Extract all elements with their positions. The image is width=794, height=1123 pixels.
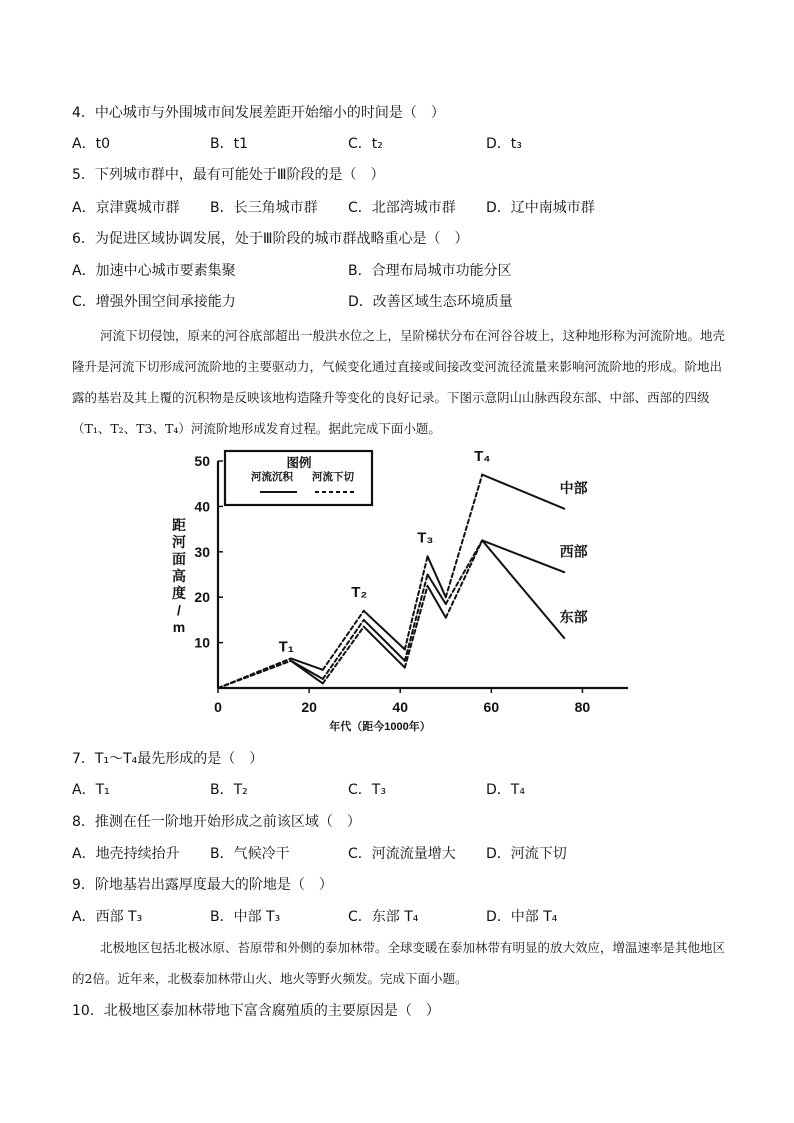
terrace-label: T₃ (417, 529, 434, 547)
series-segment-中部 (364, 611, 405, 650)
q4-stem: 4．中心城市与外围城市间发展差距开始缩小的时间是（ ） (72, 105, 445, 121)
y-tick-label: 50 (194, 453, 210, 469)
series-segment-西部 (364, 620, 405, 661)
q7-option-c: C．T₃ (348, 782, 386, 798)
q7-option-d: D．T₄ (486, 782, 525, 798)
q9-option-a: A．西部 T₃ (72, 909, 143, 925)
y-tick-label: 40 (194, 498, 210, 515)
q8-option-a: A．地壳持续抬升 (72, 846, 180, 862)
legend-incision-label: 河流下切 (312, 471, 354, 483)
terrace-chart (165, 445, 645, 745)
series-segment-西部 (405, 575, 428, 661)
q4-option-a: A．t0 (72, 136, 110, 152)
legend-title: 图例 (286, 456, 312, 470)
q5-option-a: A．京津冀城市群 (72, 200, 180, 216)
terrace-label: T₄ (474, 448, 491, 465)
series-label: 西部 (559, 543, 588, 560)
q6-option-d: D．改善区域生态环境质量 (348, 294, 513, 310)
terrace-chart-svg (165, 445, 645, 745)
y-tick-label: 10 (194, 634, 210, 651)
q7-stem: 7．T₁～T₄最先形成的是（ ） (72, 751, 264, 767)
q8-stem: 8．推测在任一阶地开始形成之前该区域（ ） (72, 814, 361, 830)
series-segment-东部 (323, 627, 364, 684)
series-segment-中部 (405, 556, 428, 649)
x-tick-label: 0 (214, 699, 222, 715)
series-segment-中部 (323, 611, 364, 670)
q5-option-c: C．北部湾城市群 (348, 200, 456, 216)
q8-option-d: D．河流下切 (486, 846, 567, 862)
q8-option-b: B．气候冷干 (210, 846, 290, 862)
x-tick-label: 20 (301, 699, 317, 715)
x-tick-label: 80 (574, 699, 591, 715)
q6-option-b: B．合理布局城市功能分区 (348, 263, 512, 279)
y-tick-label: 20 (194, 589, 210, 606)
passage-river-terraces: 河流下切侵蚀，原来的河谷底部超出一般洪水位之上，呈阶梯状分布在河谷谷坡上，这种地形称为河流阶地。地壳隆升是河流下切形成河流阶地的主要驱动力，气候变化通过直接或间接改变河流径流量来影响河流阶地的形成。阶地出露的基岩及其上覆的沉积物是反映该地构造隆升等变化的良好记录。下图示意阴山山脉西段东部、中部、西部的四级（T₁、T₂、T3、T₄）河流阶地形成发育过程。据此完成下面小题。 (72, 328, 726, 436)
q9-option-b: B．中部 T₃ (210, 909, 281, 925)
q9-stem: 9．阶地基岩出露厚度最大的阶地是（ ） (72, 877, 333, 893)
x-tick-label: 40 (392, 699, 409, 715)
series-label: 东部 (559, 609, 588, 626)
q5-option-b: B．长三角城市群 (210, 200, 318, 216)
q6-option-c: C．增强外围空间承接能力 (72, 294, 236, 310)
x-axis-title: 年代（距今1000年） (329, 721, 431, 733)
terrace-label: T₂ (351, 584, 368, 602)
q6-option-a: A．加速中心城市要素集聚 (72, 263, 236, 279)
q7-option-b: B．T₂ (210, 782, 248, 798)
q10-stem: 10．北极地区泰加林带地下富含腐殖质的主要原因是（ ） (72, 1003, 440, 1019)
q7-option-a: A．T₁ (72, 782, 110, 798)
series-segment-东部 (364, 627, 405, 668)
q9-option-d: D．中部 T₄ (486, 909, 558, 925)
q4-option-b: B．t1 (210, 136, 249, 152)
series-segment-中部 (482, 475, 564, 509)
y-axis-title: 距河面高度/ m (172, 517, 186, 635)
q6-stem: 6．为促进区域协调发展，处于Ⅲ阶段的城市群战略重心是（ ） (72, 231, 469, 247)
q9-option-c: C．东部 T₄ (348, 909, 419, 925)
q5-stem: 5．下列城市群中，最有可能处于Ⅲ阶段的是（ ） (72, 167, 385, 183)
y-tick-label: 30 (194, 543, 210, 560)
series-segment-东部 (405, 586, 428, 668)
x-tick-label: 60 (483, 699, 500, 715)
series-segment-东部 (482, 540, 564, 638)
q4-option-d: D．t₃ (486, 136, 522, 152)
series-segment-西部 (323, 620, 364, 679)
q8-option-c: C．河流流量增大 (348, 846, 456, 862)
series-label: 中部 (559, 479, 588, 496)
terrace-label: T₁ (278, 638, 295, 656)
legend-deposit-label: 河流沉积 (251, 471, 293, 483)
passage-arctic-taiga: 北极地区包括北极冰原、苔原带和外侧的泰加林带。全球变暖在泰加林带有明显的放大效应，增温速率是其他地区的2倍。近年来，北极泰加林带山火、地火等野火频发。完成下面小题。 (72, 940, 726, 986)
q5-option-d: D．辽中南城市群 (486, 200, 595, 216)
q4-option-c: C．t₂ (348, 136, 383, 152)
series-segment-东部 (218, 661, 291, 688)
